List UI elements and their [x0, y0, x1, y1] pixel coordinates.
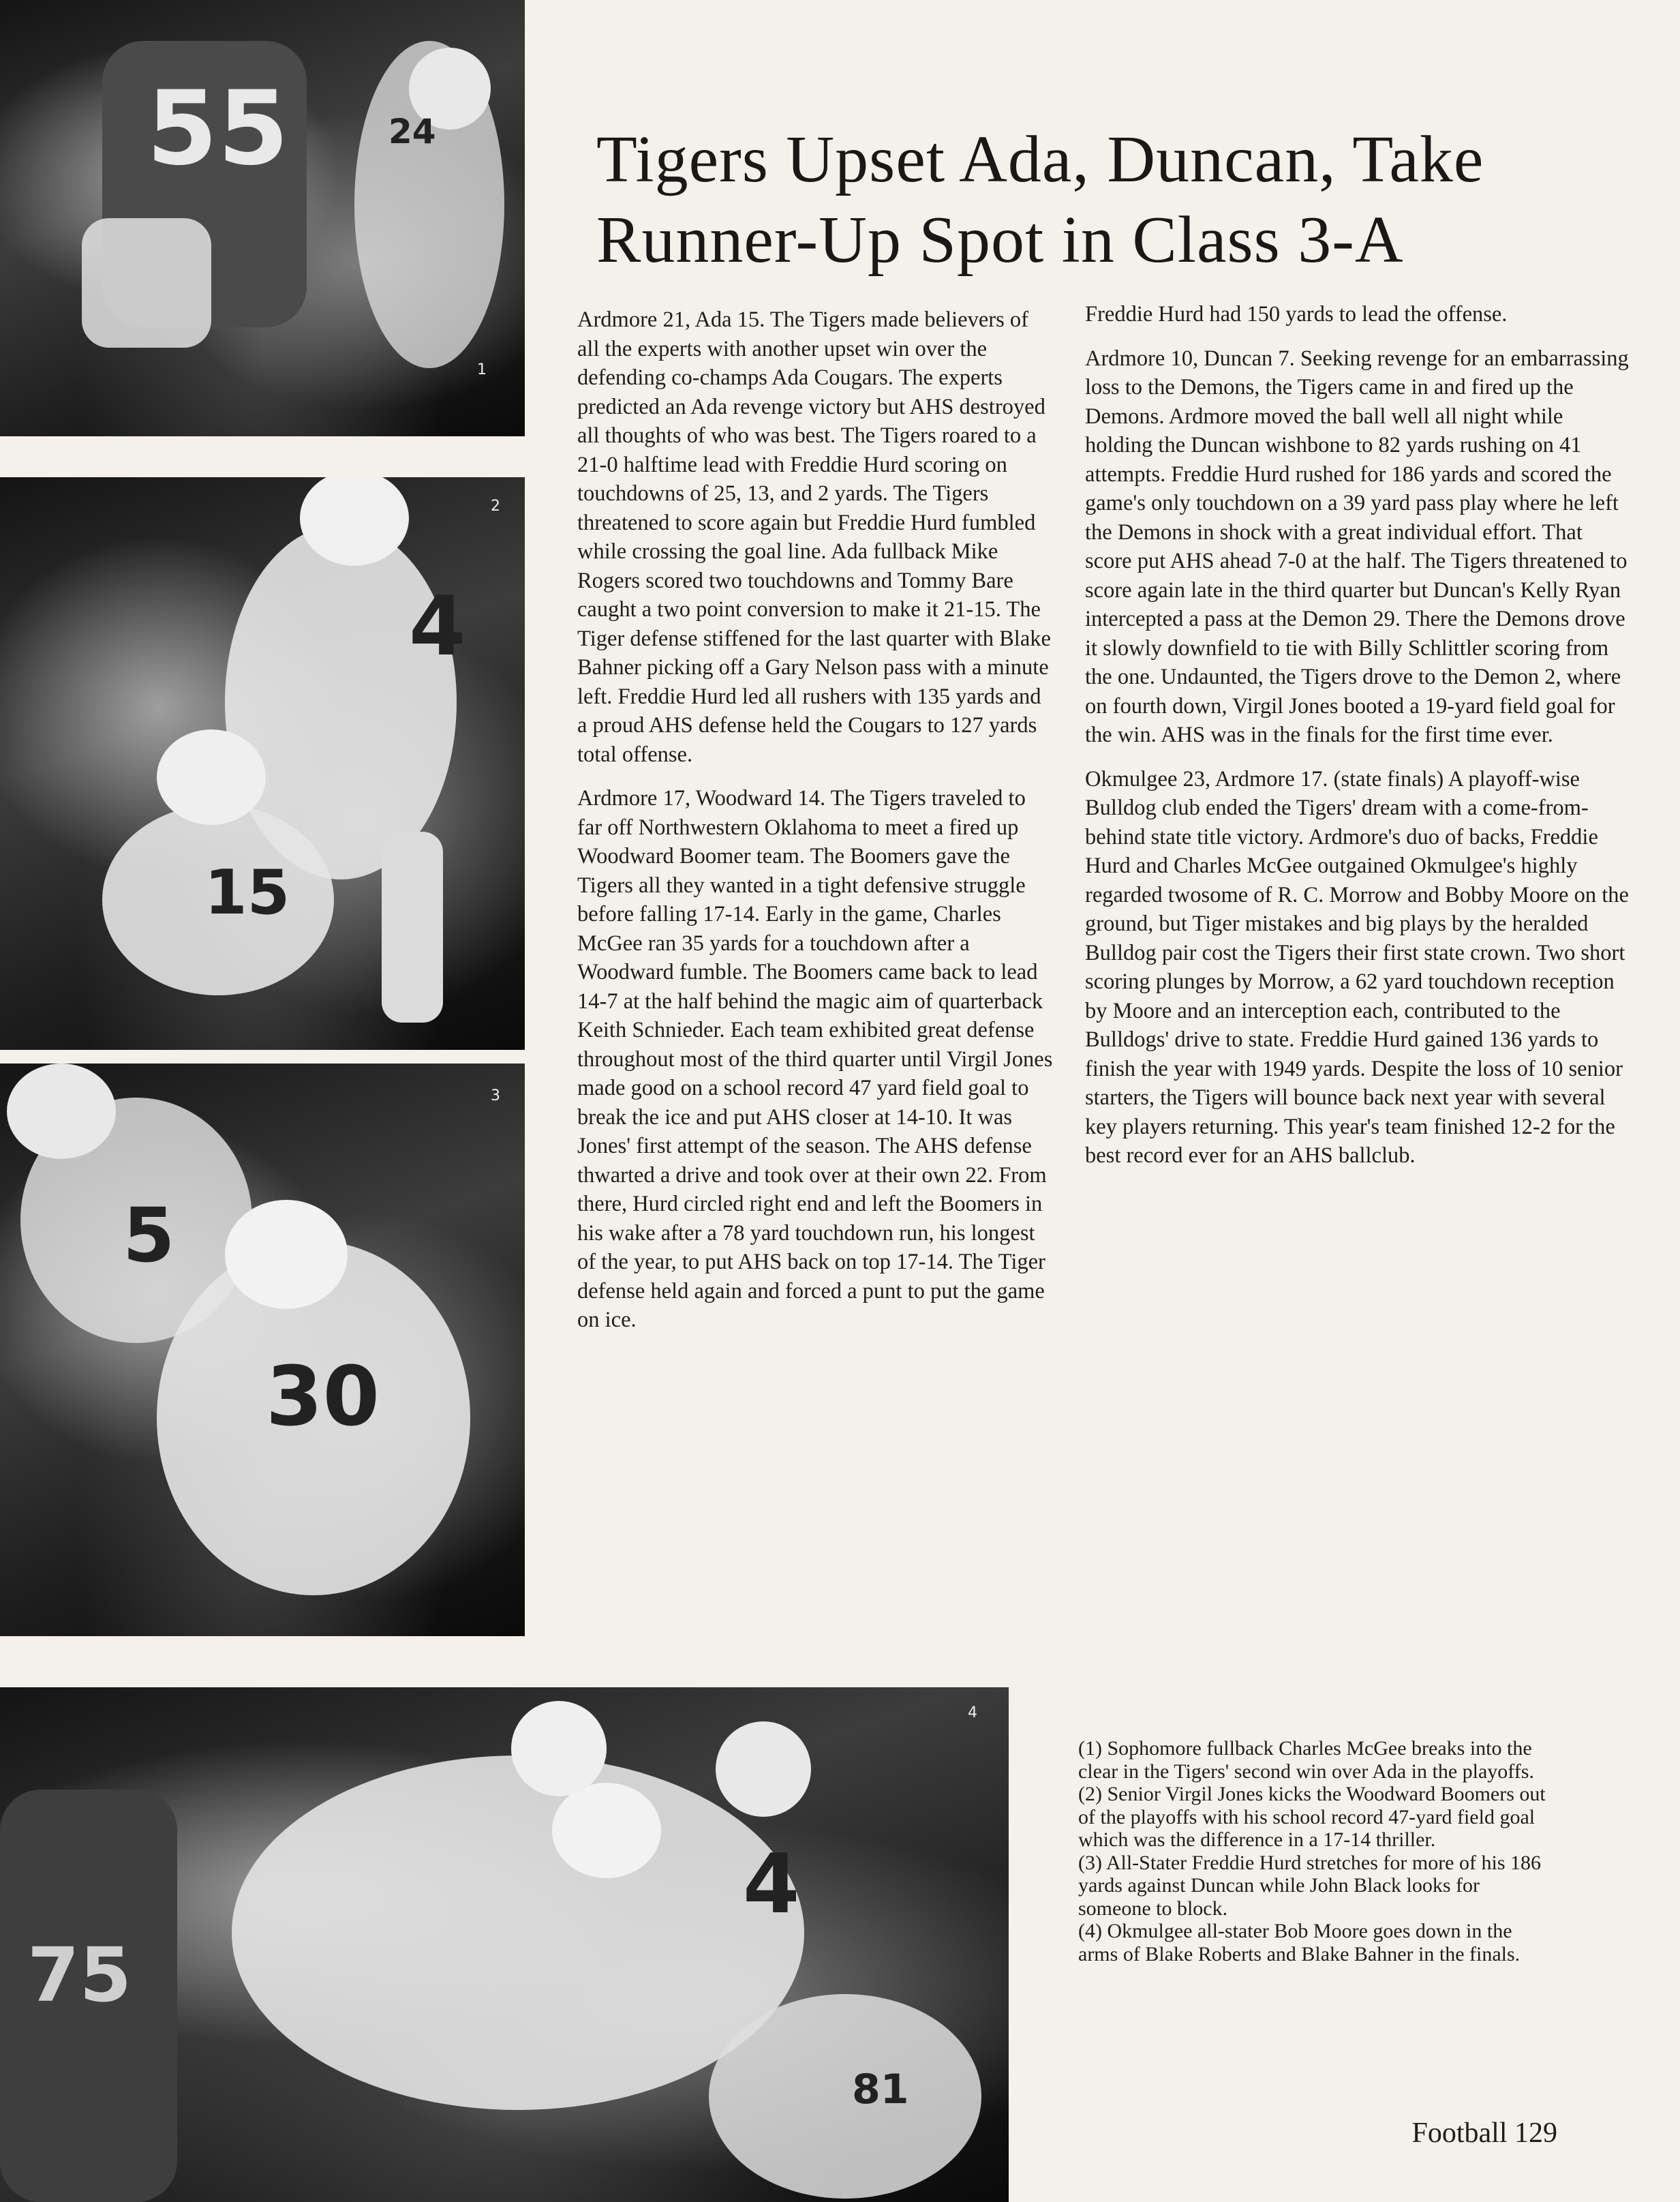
article-column-2: [1085, 300, 1630, 1186]
photo-number: 2: [491, 498, 500, 515]
jersey-number: 55: [147, 70, 289, 188]
football-action-photo-1: [0, 0, 525, 436]
ball-carrier-photo-icon: [0, 1064, 525, 1636]
headline-line-1: Tigers Upset Ada, Duncan, Take: [596, 123, 1484, 196]
jersey-number: 15: [204, 857, 290, 929]
jersey-number: 24: [388, 112, 436, 151]
ball-carrier-photo-3: [0, 1064, 525, 1636]
article-column-1: [577, 305, 1054, 1350]
photo-number: 3: [491, 1087, 500, 1104]
jersey-number: 5: [123, 1192, 175, 1279]
headline-line-2: Runner-Up Spot in Class 3-A: [596, 203, 1404, 277]
football-action-photo-icon: [0, 0, 525, 436]
caption-2: (2) Senior Virgil Jones kicks the Woodward Boomers out of the playoffs with his school record 47-yard field goal which was the difference in a 17-14 thriller.: [1078, 1783, 1546, 1851]
article-paragraph: Ardmore 17, Woodward 14. The Tigers traveled to far off Northwestern Oklahoma to meet a fired up Woodward Boomer team. The Boomers gave the Tigers all they wanted in a tight defensive struggle before falling 17-14. Early in the game, Charles McGee ran 35 yards for a touchdown after a Woodward fumble. The Boomers came back to lead 14-7 at the half behind the magic aim of quarterback Keith Schnieder. Each team exhibited great defense throughout most of the third quarter until Virgil Jones made good on a school record 47 yard field goal to break the ice and put AHS closer at 14-10. It was Jones' first attempt of the season. The AHS defense thwarted a drive and took over at their own 22. From there, Hurd circled right end and left the Boomers in his wake after a 78 yard touchdown run, his longest of the year, to put AHS back on top 17-14. The Tiger defense held again and forced a punt to put the game on ice.: [577, 786, 1053, 1332]
field-goal-kick-photo-2: [0, 477, 525, 1050]
caption-4: (4) Okmulgee all-stater Bob Moore goes down in the arms of Blake Roberts and Blake Bahner in the finals.: [1078, 1920, 1521, 1965]
jersey-number: 75: [27, 1931, 132, 2019]
jersey-number: 30: [266, 1350, 380, 1445]
photo-number: 1: [477, 361, 487, 378]
article-paragraph: Ardmore 21, Ada 15. The Tigers made believers of all the experts with another upset win over the defending co-champs Ada Cougars. The experts predicted an Ada revenge victory but AHS destroyed all thoughts of who was best. The Tigers roared to a 21-0 halftime lead with Freddie Hurd scoring on touchdowns of 25, 13, and 2 yards. The Tigers threatened to score again but Freddie Hurd fumbled while crossing the goal line. Ada fullback Mike Rogers scored two touchdowns and Tommy Bare caught a two point conversion to make it 21-15. The Tiger defense stiffened for the last quarter with Blake Bahner picking off a Gary Nelson pass with a minute left. Freddie Hurd led all rushers with 135 yards and a proud AHS defense held the Cougars to 127 yards total offense.: [577, 307, 1051, 767]
caption-3: (3) All-Stater Freddie Hurd stretches for more of his 186 yards against Duncan while John Black looks for someone to block.: [1078, 1851, 1541, 1920]
tackle-pileup-photo-4: [0, 1687, 1009, 2202]
photo-captions: [1078, 1737, 1555, 1965]
article-paragraph: Freddie Hurd had 150 yards to lead the offense.: [1085, 302, 1508, 327]
article-headline: [596, 119, 1551, 280]
field-goal-kick-photo-icon: [0, 477, 525, 1050]
article-paragraph: Ardmore 10, Duncan 7. Seeking revenge for an embarrassing loss to the Demons, the Tigers came in and fired up the Demons. Ardmore moved the ball well all night while holding the Duncan wishbone to 82 yards rushing on 41 attempts. Freddie Hurd rushed for 186 yards and scored the game's only touchdown on a 39 yard pass play where he left the Demons in shock with a great individual effort. That score put AHS ahead 7-0 at the half. The Tigers threatened to score again late in the third quarter but Duncan's Kelly Ryan intercepted a pass at the Demon 29. There the Demons drove it slowly downfield to tie with Billy Schlittler scoring from the one. Undaunted, the Tigers drove to the Demon 2, where on fourth down, Virgil Jones booted a 19-yard field goal for the win. AHS was in the finals for the first time ever.: [1085, 346, 1629, 747]
photo-number: 4: [968, 1704, 977, 1721]
caption-1: (1) Sophomore fullback Charles McGee breaks into the clear in the Tigers' second win over Ada in the playoffs.: [1078, 1737, 1534, 1783]
tackle-pileup-photo-icon: [0, 1687, 1009, 2202]
page-folio: Football 129: [1411, 2117, 1557, 2149]
article-paragraph: Okmulgee 23, Ardmore 17. (state finals) A playoff-wise Bulldog club ended the Tigers' dream with a come-from-behind state title victory. Ardmore's duo of backs, Freddie Hurd and Charles McGee outgained Okmulgee's highly regarded twosome of R. C. Morrow and Bobby Moore on the ground, but Tiger mistakes and big plays by the heralded Bulldog pair cost the Tigers their first state crown. Two short scoring plunges by Morrow, a 62 yard touchdown reception by Moore and an interception each, contributed to the Bulldogs' drive to state. Freddie Hurd gained 136 yards to finish the year with 1949 yards. Despite the loss of 10 senior starters, the Tigers will bounce back next year with several key players returning. This year's team finished 12-2 for the best record ever for an AHS ballclub.: [1085, 766, 1629, 1168]
jersey-number: 81: [852, 2066, 909, 2113]
jersey-number: 4: [743, 1837, 800, 1932]
jersey-number: 4: [409, 579, 466, 674]
